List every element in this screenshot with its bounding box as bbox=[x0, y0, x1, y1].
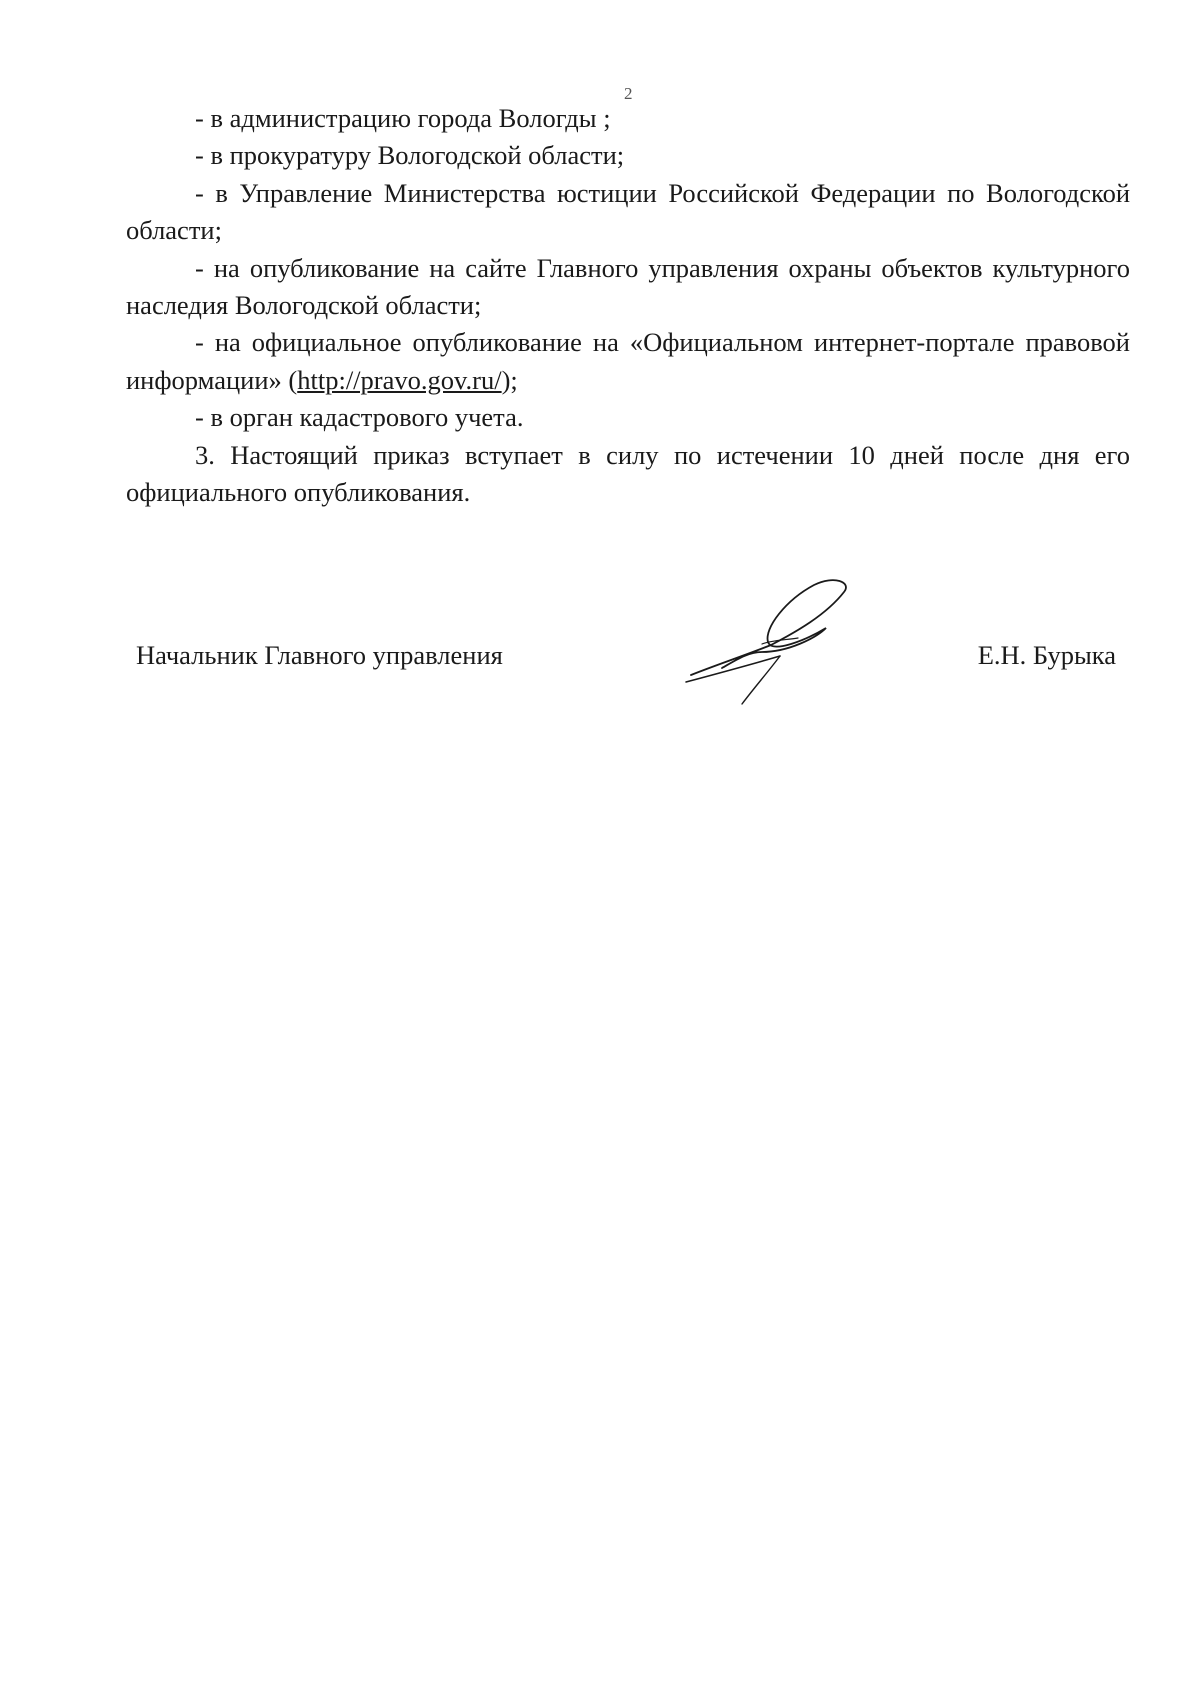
paragraph-6: - в орган кадастрового учета. bbox=[195, 402, 524, 433]
page-number: 2 bbox=[624, 84, 633, 103]
paragraph-5-lead: - на официальное опубликование на «Официальном интернет-портале правовой информации» ( bbox=[126, 327, 1130, 395]
document-body bbox=[126, 100, 1130, 511]
paragraph-5 bbox=[126, 324, 1130, 399]
paragraph-7: 3. Настоящий приказ вступает в силу по истечении 10 дней после дня его официального опубликования. bbox=[126, 439, 1130, 508]
paragraph-2: - в прокуратуру Вологодской области; bbox=[195, 140, 625, 171]
signatory-position: Начальник Главного управления bbox=[136, 640, 503, 670]
signature-block bbox=[136, 640, 1116, 680]
pravo-link[interactable]: http://pravo.gov.ru/ bbox=[297, 364, 502, 395]
signatory-name: Е.Н. Бурыка bbox=[977, 640, 1116, 670]
paragraph-1: - в администрацию города Вологды ; bbox=[195, 103, 611, 133]
paragraph-3: - в Управление Министерства юстиции Российской Федерации по Вологодской области; bbox=[126, 177, 1130, 246]
handwritten-signature bbox=[676, 570, 876, 710]
paragraph-4: - на опубликование на сайте Главного управления охраны объектов культурного наследия Вологодской области; bbox=[126, 252, 1130, 321]
paragraph-5-tail: ); bbox=[501, 364, 518, 395]
